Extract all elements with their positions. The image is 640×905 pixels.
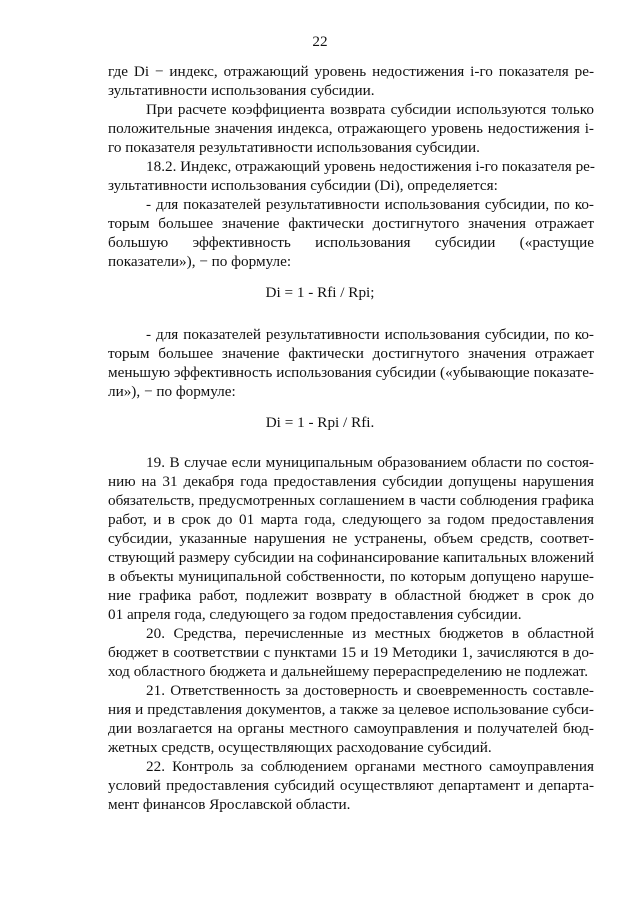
text-line: зультативности использования субсидии (Di), определяется: bbox=[108, 177, 498, 194]
text-line: условий предоставления субсидий осуществляют департамент и департа- bbox=[108, 777, 594, 794]
text-line: большую эффективность использования субсидии («растущие bbox=[108, 234, 594, 251]
text-line: где Di − индекс, отражающий уровень недостижения i-го показателя ре- bbox=[108, 63, 594, 80]
text-line: ли»), − по формуле: bbox=[108, 383, 236, 400]
text-line: жетных средств, осуществляющих расходование субсидий. bbox=[108, 739, 492, 756]
text-line: 01 апреля года, следующего за годом предоставления субсидии. bbox=[108, 606, 522, 623]
text-line: го показателя результативности использования субсидии. bbox=[108, 139, 480, 156]
text-line: - для показателей результативности использования субсидии, по ко- bbox=[146, 326, 594, 343]
text-line: 22. Контроль за соблюдением органами местного самоуправления bbox=[146, 758, 594, 775]
text-line: ния и представления документов, а также за целевое использование субси- bbox=[108, 701, 594, 718]
text-line: нию на 31 декабря года предоставления субсидии допущены нарушения bbox=[108, 473, 594, 490]
text-line: 21. Ответственность за достоверность и своевременность составле- bbox=[146, 682, 594, 699]
text-line: При расчете коэффициента возврата субсидии используются только bbox=[146, 101, 594, 118]
text-line: торым большее значение фактически достигнутого значения отражает bbox=[108, 215, 594, 232]
formula-growing: Di = 1 - Rfi / Rpi; bbox=[265, 284, 375, 301]
text-line: - для показателей результативности использования субсидии, по ко- bbox=[146, 196, 594, 213]
text-line: показатели»), − по формуле: bbox=[108, 253, 292, 270]
text-line: ход областного бюджета и дальнейшему перераспределению не подлежат. bbox=[108, 663, 589, 680]
text-line: ние графика работ, подлежит возврату в областной бюджет в срок до bbox=[108, 587, 594, 604]
text-line: торым большее значение фактически достигнутого значения отражает bbox=[108, 345, 594, 362]
text-line: 19. В случае если муниципальным образованием области по состоя- bbox=[146, 454, 594, 471]
text-line: положительные значения индекса, отражающего уровень недостижения i- bbox=[108, 120, 594, 137]
text-line: 18.2. Индекс, отражающий уровень недостижения i-го показателя ре- bbox=[146, 158, 595, 175]
text-line: мент финансов Ярославской области. bbox=[108, 796, 351, 813]
text-line: ствующий размеру субсидии на софинансирование капитальных вложений bbox=[108, 549, 594, 566]
text-line: бюджет в соответствии с пунктами 15 и 19 Методики 1, зачисляются в до- bbox=[108, 644, 594, 661]
text-line: субсидии, указанные нарушения не устранены, объем средств, соответ- bbox=[108, 530, 594, 547]
text-line: меньшую эффективность использования субсидии («убывающие показате- bbox=[108, 364, 594, 381]
text-line: 20. Средства, перечисленные из местных бюджетов в областной bbox=[146, 625, 594, 642]
text-line: обязательств, предусмотренных соглашением в части соблюдения графика bbox=[108, 492, 594, 509]
formula-decreasing: Di = 1 - Rpi / Rfi. bbox=[265, 414, 375, 431]
text-line: зультативности использования субсидии. bbox=[108, 82, 375, 99]
text-line: дии возлагается на органы местного самоуправления и получателей бюд- bbox=[108, 720, 594, 737]
page-number: 22 bbox=[312, 33, 328, 50]
text-line: в объекты муниципальной собственности, по которым допущено наруше- bbox=[108, 568, 594, 585]
text-line: работ, и в срок до 01 марта года, следующего за годом предоставления bbox=[108, 511, 594, 528]
